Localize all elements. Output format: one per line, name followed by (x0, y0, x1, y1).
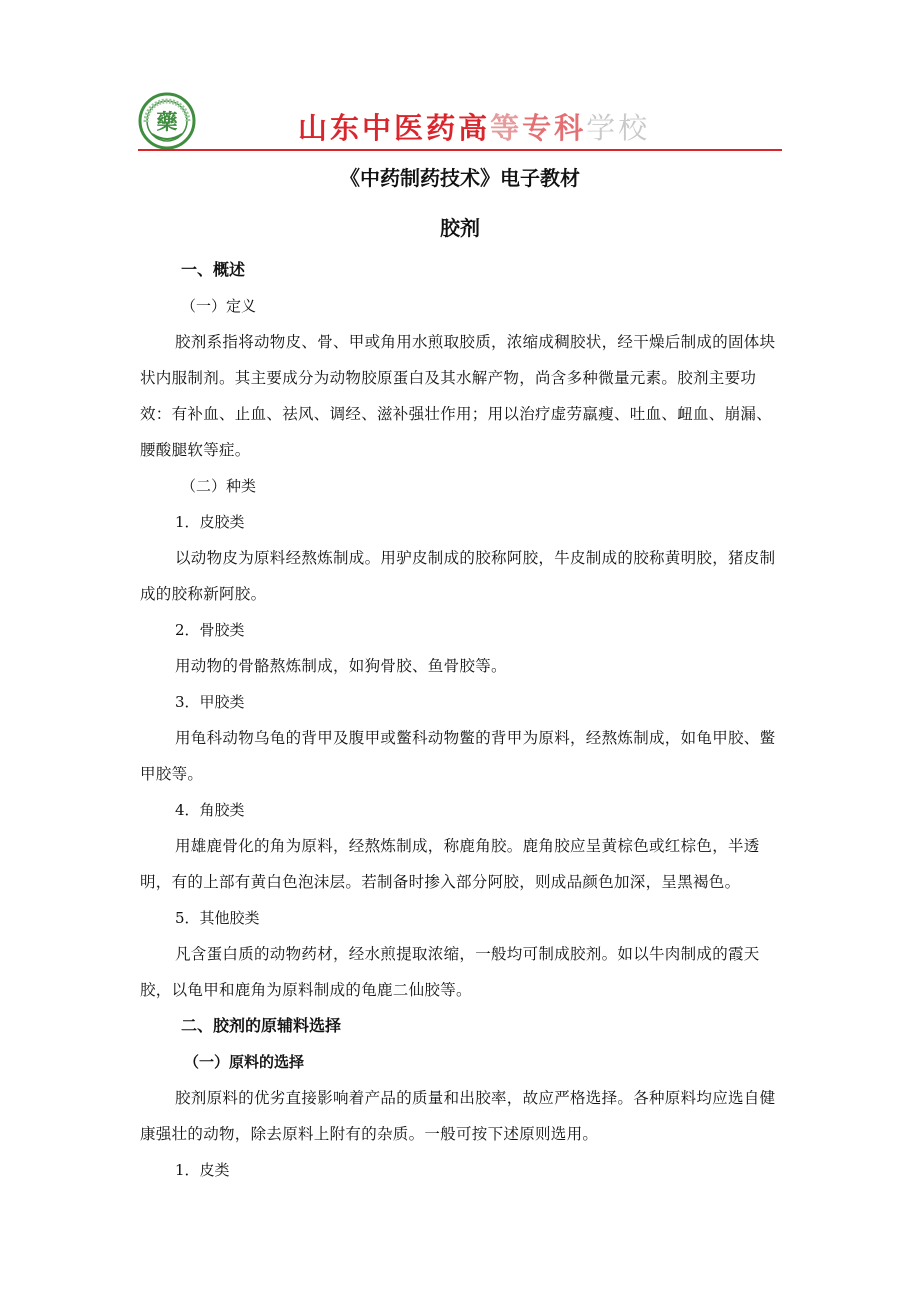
school-logo (138, 92, 196, 150)
section-item: 1．皮胶类 (175, 513, 245, 531)
section-h1: 二、胶剂的原辅料选择 (181, 1016, 342, 1035)
section-h2: （二）种类 (181, 477, 257, 495)
section-para: 以动物皮为原料经熬炼制成。用驴皮制成的胶称阿胶，牛皮制成的胶称黄明胶，猪皮制成的胶称新阿胶。 (140, 549, 776, 603)
section-para: 用动物的骨骼熬炼制成，如狗骨胶、鱼骨胶等。 (175, 657, 507, 675)
school-name-char: 中 (362, 111, 395, 145)
school-name (298, 106, 650, 147)
section-para: 胶剂原料的优劣直接影响着产品的质量和出胶率，故应严格选择。各种原料均应选自健康强壮的动物，除去原料上附有的杂质。一般可按下述原则选用。 (140, 1089, 776, 1143)
school-name-char: 山 (298, 111, 331, 145)
school-name-char: 科 (554, 111, 587, 145)
section-para: 凡含蛋白质的动物药材，经水煎提取浓缩，一般均可制成胶剂。如以牛肉制成的霞天胶，以龟甲和鹿角为原料制成的龟鹿二仙胶等。 (140, 945, 760, 999)
school-name-char: 专 (522, 111, 555, 145)
school-name-char: 医 (394, 111, 427, 145)
section-para: 用龟科动物乌龟的背甲及腹甲或鳖科动物鳖的背甲为原料，经熬炼制成，如龟甲胶、鳖甲胶等。 (140, 729, 776, 783)
school-name-char: 校 (618, 111, 651, 145)
section-item: 2．骨胶类 (175, 621, 245, 639)
document-subtitle: 胶剂 (440, 216, 480, 240)
section-item: 4．角胶类 (175, 801, 245, 819)
document-body (140, 252, 780, 1188)
logo-character: 藥 (156, 109, 178, 134)
document-header (138, 88, 782, 154)
school-name-char: 等 (490, 111, 523, 145)
school-name-char: 高 (458, 111, 491, 145)
section-h2: （一）定义 (181, 297, 257, 315)
section-para: 用雄鹿骨化的角为原料，经熬炼制成，称鹿角胶。鹿角胶应呈黄棕色或红棕色，半透明，有的上部有黄白色泡沫层。若制备时掺入部分阿胶，则成品颜色加深，呈黑褐色。 (140, 837, 760, 891)
section-para: 胶剂系指将动物皮、骨、甲或角用水煎取胶质，浓缩成稠胶状，经干燥后制成的固体块状内服制剂。其主要成分为动物胶原蛋白及其水解产物，尚含多种微量元素。胶剂主要功效：有补血、止血、祛风、调经、滋补强壮作用；用以治疗虚劳羸瘦、吐血、衄血、崩漏、腰酸腿软等症。 (140, 333, 776, 459)
section-item: 5．其他胶类 (175, 909, 260, 927)
section-item: 1．皮类 (175, 1161, 230, 1179)
section-h2b: （一）原料的选择 (184, 1053, 305, 1071)
section-h1: 一、概述 (181, 260, 246, 279)
school-name-char: 药 (426, 111, 459, 145)
header-divider (138, 149, 782, 151)
school-name-char: 学 (586, 111, 619, 145)
section-item: 3．甲胶类 (175, 693, 245, 711)
document-title: 《中药制药技术》电子教材 (340, 166, 580, 190)
school-name-char: 东 (330, 111, 363, 145)
